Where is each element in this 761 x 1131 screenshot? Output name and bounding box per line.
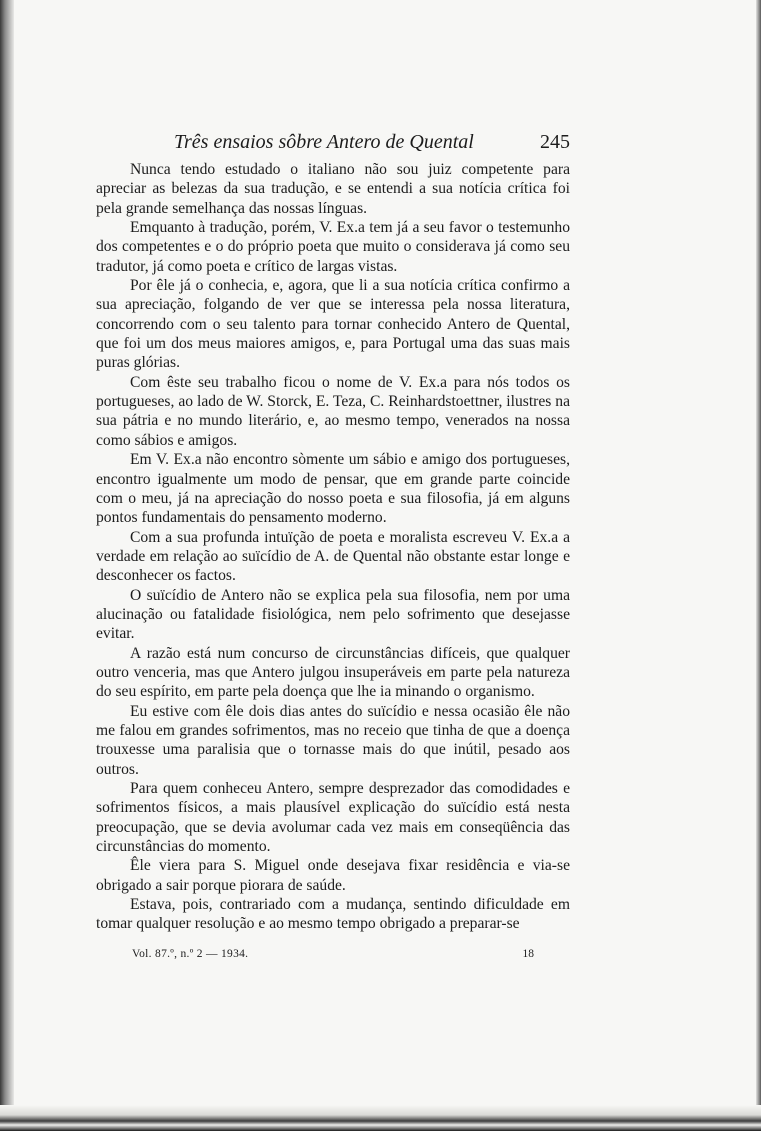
volume-signature: Vol. 87.º, n.º 2 — 1934.: [132, 948, 249, 960]
page-header: [96, 128, 570, 156]
scan-shadow-left: [0, 0, 14, 1131]
paragraph: Por êle já o conhecia, e, agora, que li a sua notícia crítica confirmo a sua apreciação, folgando de ver que se interessa pela nossa literatura, concorrendo com o seu talento para tornar conhecido Antero de Quental, que foi um dos meus maiores amigos, e, para Portugal uma das suas mais puras glórias.: [96, 277, 570, 372]
scan-edge-bottom: [0, 1105, 761, 1131]
paragraph: Com a sua profunda intuïção de poeta e moralista escreveu V. Ex.a a verdade em relação ao suïcídio de A. de Quental não obstante estar longe e desconhecer os factos.: [96, 528, 570, 585]
body-text: [96, 160, 570, 934]
sheet-number: 18: [522, 948, 534, 960]
paragraph: Em V. Ex.a não encontro sòmente um sábio e amigo dos portugueses, encontro igualmente um modo de pensar, que em grande parte coincide com o meu, já na apreciação do nosso poeta e sua filosofia, já em alguns pontos fundamentais do pensamento moderno.: [96, 451, 570, 527]
paragraph: A razão está num concurso de circunstâncias difíceis, que qualquer outro venceria, mas que Antero julgou insuperáveis em parte pela natureza do seu espírito, em parte pela doença que lhe ia minando o organismo.: [96, 644, 570, 701]
paragraph: Estava, pois, contrariado com a mudança, sentindo dificuldade em tomar qualquer resolução e ao mesmo tempo obrigado a preparar-se: [96, 896, 570, 933]
paragraph: Nunca tendo estudado o italiano não sou juiz competente para apreciar as belezas da sua tradução, e se entendi a sua notícia crítica foi pela grande semelhança das nossas línguas.: [96, 161, 570, 217]
paragraph: Para quem conheceu Antero, sempre desprezador das comodidades e sofrimentos físicos, a mais plausível explicação do suïcídio está nesta preocupação, que se devia avolumar cada vez mais em conseqüência das circunstâncias do momento.: [96, 780, 570, 856]
paragraph: O suïcídio de Antero não se explica pela sua filosofia, nem por uma alucinação ou fatalidade fisiológica, nem pelo sofrimento que desejasse evitar.: [96, 586, 570, 643]
paragraph: Êle viera para S. Miguel onde desejava fixar residência e via-se obrigado a sair porque piorara de saúde.: [96, 857, 570, 894]
paragraph: Emquanto à tradução, porém, V. Ex.a tem já a seu favor o testemunho dos competentes e o do próprio poeta que muito o considerava já como seu tradutor, já como poeta e crítico de largas vistas.: [96, 219, 570, 275]
page-footer: [132, 944, 534, 964]
paragraph: Eu estive com êle dois dias antes do suïcídio e nessa ocasião êle não me falou em grandes sofrimentos, mas no receio que tinha de que a doença trouxesse uma paralisia que o tornasse mais do que inútil, pesado aos outros.: [96, 702, 570, 778]
running-title: Três ensaios sôbre Antero de Quental: [174, 131, 474, 153]
page-number: 245: [540, 131, 570, 153]
scan-shadow-right: [756, 0, 761, 1131]
paragraph: Com êste seu trabalho ficou o nome de V. Ex.a para nós todos os portugueses, ao lado de W. Storck, E. Teza, C. Reinhardstoettner, ilustres na sua pátria e no mundo literário, e, ao mesmo tempo, venerados na nossa como sábios e amigos.: [96, 373, 570, 449]
